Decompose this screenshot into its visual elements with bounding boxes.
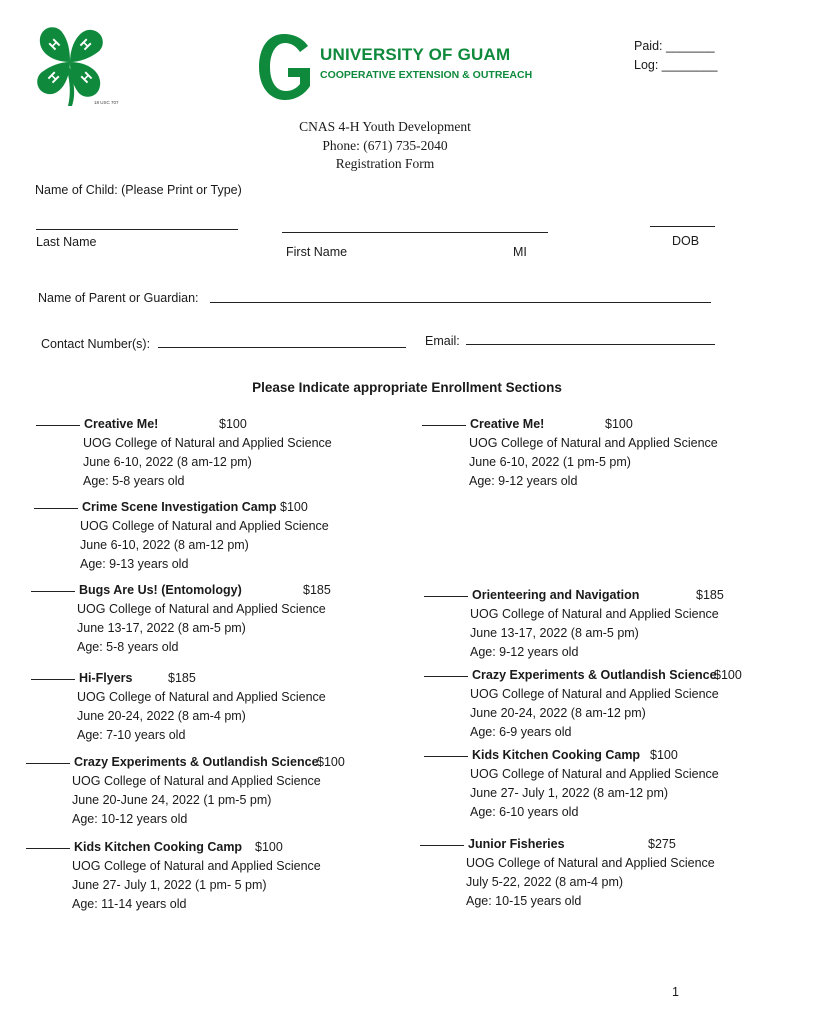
- course-price: $100: [280, 500, 308, 514]
- course-age: Age: 9-13 years old: [80, 557, 189, 571]
- course-name: Kids Kitchen Cooking Camp: [472, 748, 641, 762]
- course-age: Age: 11-14 years old: [72, 897, 187, 911]
- course-location: UOG College of Natural and Applied Science: [80, 519, 329, 533]
- course-dates: June 27- July 1, 2022 (1 pm- 5 pm): [72, 878, 267, 892]
- course-location: UOG College of Natural and Applied Science: [470, 607, 719, 621]
- course-name: Crazy Experiments & Outlandish Science: [472, 668, 717, 682]
- page-number: 1: [672, 985, 679, 999]
- contact-input[interactable]: [158, 347, 406, 348]
- course-age: Age: 10-15 years old: [466, 894, 582, 908]
- course-age: Age: 5-8 years old: [83, 474, 185, 488]
- clover-trademark: 18 USC 707: [94, 100, 119, 105]
- course-age: Age: 9-12 years old: [470, 645, 579, 659]
- enroll-checkbox[interactable]: [26, 763, 70, 764]
- log-field[interactable]: Log: ________: [634, 58, 718, 72]
- enroll-checkbox[interactable]: [34, 508, 78, 509]
- course-dates: June 13-17, 2022 (8 am-5 pm): [470, 626, 639, 640]
- course-location: UOG College of Natural and Applied Science: [77, 690, 326, 704]
- course-creative-me-am: [36, 415, 336, 491]
- email-input[interactable]: [466, 344, 715, 345]
- clover-h-letter: H: [45, 68, 63, 86]
- parent-name-input[interactable]: [210, 302, 711, 303]
- form-title: Registration Form: [335, 156, 435, 171]
- course-kids-kitchen-pm: [26, 838, 336, 914]
- uog-g-logo: [256, 32, 314, 102]
- parent-name-label: Name of Parent or Guardian:: [38, 291, 199, 305]
- course-crazy-experiments-am: [424, 666, 754, 742]
- clover-h-letter: H: [77, 68, 95, 86]
- course-orienteering: [424, 586, 724, 662]
- course-creative-me-pm: [422, 415, 742, 491]
- course-dates: June 6-10, 2022 (8 am-12 pm): [83, 455, 252, 469]
- paid-field[interactable]: Paid: _______: [634, 39, 715, 53]
- enroll-checkbox[interactable]: [26, 848, 70, 849]
- org-subtitle: COOPERATIVE EXTENSION & OUTREACH: [320, 69, 533, 81]
- course-age: Age: 5-8 years old: [77, 640, 179, 654]
- course-location: UOG College of Natural and Applied Science: [466, 856, 715, 870]
- enroll-checkbox[interactable]: [31, 679, 75, 680]
- enroll-checkbox[interactable]: [422, 425, 466, 426]
- course-location: UOG College of Natural and Applied Science: [470, 767, 719, 781]
- course-price: $100: [255, 840, 283, 854]
- course-dates: June 20-24, 2022 (8 am-4 pm): [77, 709, 246, 723]
- course-name: Orienteering and Navigation: [472, 588, 640, 602]
- course-name: Hi-Flyers: [79, 671, 133, 685]
- course-bugs-are-us: [31, 581, 341, 657]
- enrollment-heading: Please Indicate appropriate Enrollment Sections: [252, 380, 562, 395]
- clover-h-letter: H: [45, 35, 63, 53]
- four-h-clover-logo: [30, 22, 119, 108]
- email-label: Email:: [425, 334, 460, 348]
- course-age: Age: 6-10 years old: [470, 805, 579, 819]
- course-crazy-experiments-pm: [26, 753, 366, 829]
- course-name: Creative Me!: [470, 417, 545, 431]
- enroll-checkbox[interactable]: [424, 596, 468, 597]
- clover-h-letter: H: [77, 35, 95, 53]
- course-price: $185: [696, 588, 724, 602]
- course-name: Creative Me!: [84, 417, 159, 431]
- course-age: Age: 7-10 years old: [77, 728, 186, 742]
- course-location: UOG College of Natural and Applied Science: [469, 436, 718, 450]
- course-dates: June 27- July 1, 2022 (8 am-12 pm): [470, 786, 669, 800]
- child-name-label: Name of Child: (Please Print or Type): [35, 183, 242, 197]
- last-name-input[interactable]: [36, 229, 238, 230]
- course-location: UOG College of Natural and Applied Science: [83, 436, 332, 450]
- course-price: $185: [303, 583, 331, 597]
- org-name: UNIVERSITY OF GUAM: [320, 45, 511, 64]
- course-name: Kids Kitchen Cooking Camp: [74, 840, 243, 854]
- course-age: Age: 9-12 years old: [469, 474, 578, 488]
- course-price: $100: [714, 668, 742, 682]
- first-name-input[interactable]: [282, 232, 548, 233]
- course-price: $100: [650, 748, 678, 762]
- course-name: Bugs Are Us! (Entomology): [79, 583, 242, 597]
- course-dates: July 5-22, 2022 (8 am-4 pm): [466, 875, 624, 889]
- course-location: UOG College of Natural and Applied Science: [470, 687, 719, 701]
- course-dates: June 13-17, 2022 (8 am-5 pm): [77, 621, 246, 635]
- course-price: $100: [219, 417, 247, 431]
- course-age: Age: 10-12 years old: [72, 812, 188, 826]
- course-hi-flyers: [31, 669, 341, 745]
- course-dates: June 20-June 24, 2022 (1 pm-5 pm): [72, 793, 272, 807]
- course-location: UOG College of Natural and Applied Science: [77, 602, 326, 616]
- first-name-label: First Name: [286, 245, 348, 259]
- course-name: Crime Scene Investigation Camp: [82, 500, 277, 514]
- program-phone: Phone: (671) 735-2040: [322, 138, 448, 153]
- enroll-checkbox[interactable]: [31, 591, 75, 592]
- dob-input[interactable]: [650, 226, 715, 227]
- mi-label: MI: [513, 245, 527, 259]
- course-crime-scene: [34, 498, 374, 574]
- course-dates: June 6-10, 2022 (1 pm-5 pm): [469, 455, 631, 469]
- course-location: UOG College of Natural and Applied Science: [72, 859, 321, 873]
- enroll-checkbox[interactable]: [420, 845, 464, 846]
- dob-label: DOB: [672, 234, 700, 248]
- course-name: Junior Fisheries: [468, 837, 565, 851]
- last-name-label: Last Name: [36, 235, 97, 249]
- course-dates: June 20-24, 2022 (8 am-12 pm): [470, 706, 646, 720]
- program-title: CNAS 4-H Youth Development: [299, 119, 471, 134]
- course-kids-kitchen-am: [424, 746, 744, 822]
- course-dates: June 6-10, 2022 (8 am-12 pm): [80, 538, 249, 552]
- contact-label: Contact Number(s):: [41, 337, 151, 351]
- course-price: $100: [605, 417, 633, 431]
- enroll-checkbox[interactable]: [424, 756, 468, 757]
- course-price: $100: [317, 755, 345, 769]
- course-junior-fisheries: [420, 835, 740, 911]
- course-price: $275: [648, 837, 676, 851]
- course-name: Crazy Experiments & Outlandish Science: [74, 755, 319, 769]
- enroll-checkbox[interactable]: [424, 676, 468, 677]
- course-location: UOG College of Natural and Applied Science: [72, 774, 321, 788]
- course-price: $185: [168, 671, 196, 685]
- course-age: Age: 6-9 years old: [470, 725, 572, 739]
- enroll-checkbox[interactable]: [36, 425, 80, 426]
